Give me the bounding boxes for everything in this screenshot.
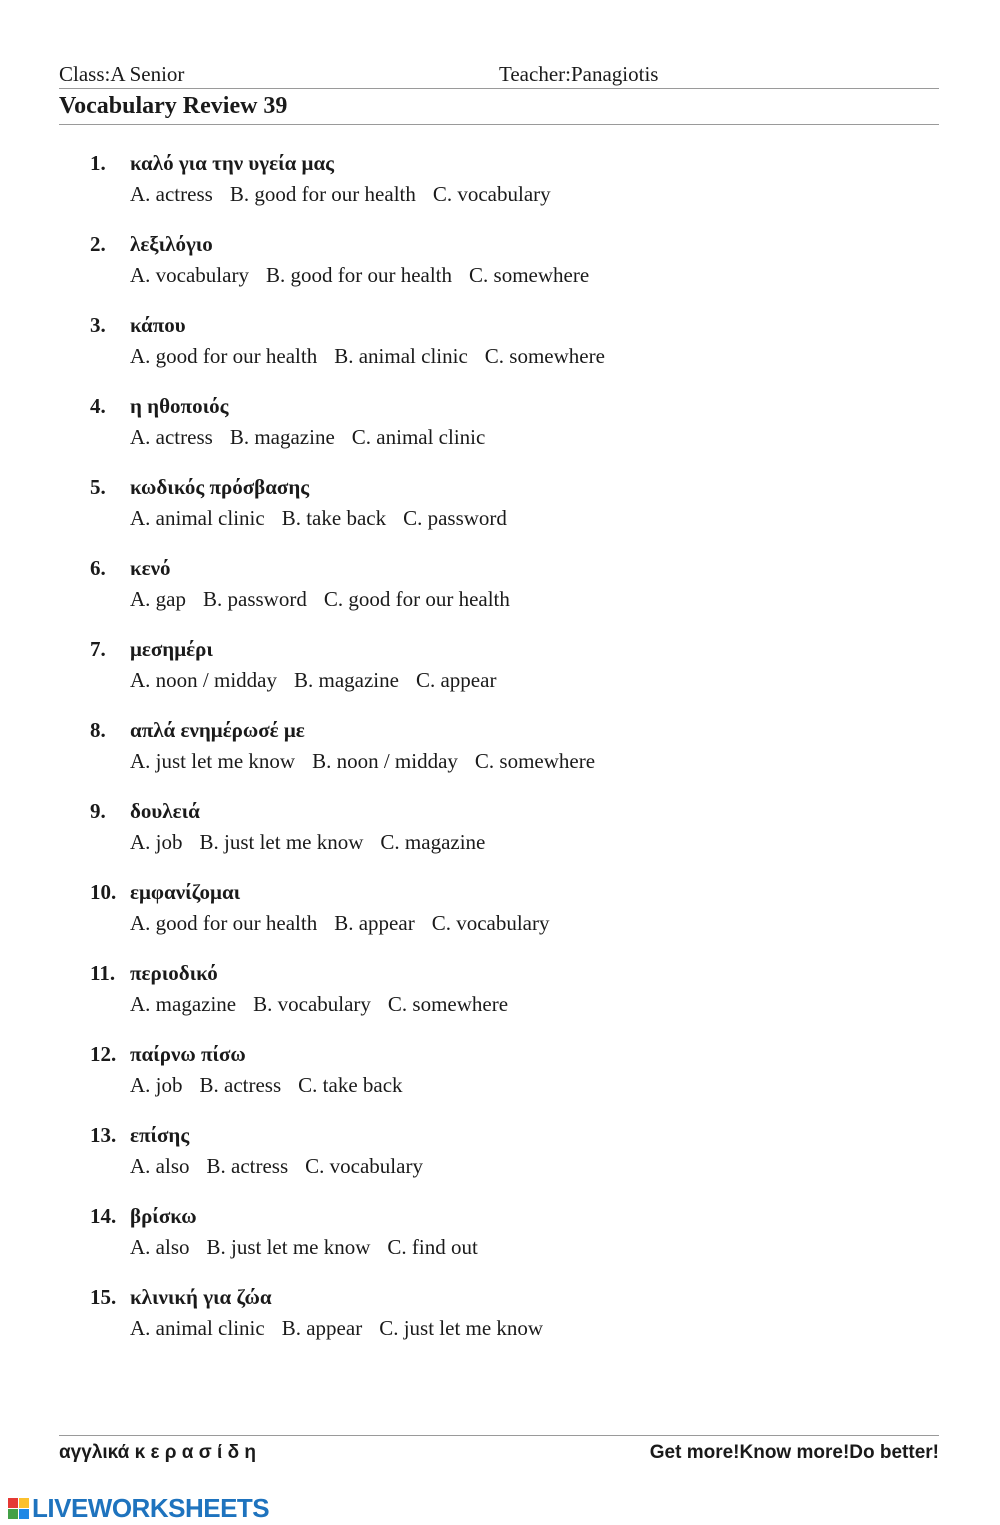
question-number: 7. xyxy=(90,637,106,661)
answer-option-b[interactable]: B. good for our health xyxy=(229,182,416,206)
question-word: κωδικός πρόσβασης xyxy=(130,475,310,499)
question-number: 1. xyxy=(90,151,106,175)
answer-option-c[interactable]: C. vocabulary xyxy=(432,182,551,206)
answer-option-a[interactable]: A. gap xyxy=(130,587,186,611)
answer-option-a[interactable]: A. actress xyxy=(130,182,213,206)
header-divider xyxy=(59,88,939,89)
answer-option-a[interactable]: A. just let me know xyxy=(130,749,296,773)
answer-option-b[interactable]: B. just let me know xyxy=(199,830,364,854)
answer-option-b[interactable]: B. actress xyxy=(206,1154,289,1178)
answer-options xyxy=(130,911,566,936)
answer-options xyxy=(130,830,502,855)
question-word: επίσης xyxy=(130,1123,190,1147)
question-number: 14. xyxy=(90,1204,117,1228)
question-word: λεξιλόγιο xyxy=(130,232,213,256)
class-label: Class:A Senior xyxy=(59,62,185,86)
answer-options xyxy=(130,425,502,450)
question-item xyxy=(0,880,1000,950)
answer-option-c[interactable]: C. appear xyxy=(415,668,497,692)
question-word: κάπου xyxy=(130,313,186,337)
answer-options xyxy=(130,1073,420,1098)
answer-option-a[interactable]: A. animal clinic xyxy=(130,506,265,530)
question-word: κλινική για ζώα xyxy=(130,1285,272,1309)
answer-option-a[interactable]: A. good for our health xyxy=(130,344,318,368)
question-word: καλό για την υγεία μας xyxy=(130,151,335,175)
question-item xyxy=(0,637,1000,707)
question-word: η ηθοποιός xyxy=(130,394,229,418)
question-number: 5. xyxy=(90,475,106,499)
question-word: δουλειά xyxy=(130,799,200,823)
question-number: 10. xyxy=(90,880,117,904)
answer-options xyxy=(130,587,527,612)
footer-slogan: Get more!Know more!Do better! xyxy=(649,1442,939,1463)
brand-name: LIVEWORKSHEETS xyxy=(32,1492,270,1523)
answer-option-b[interactable]: B. appear xyxy=(281,1316,363,1340)
answer-option-a[interactable]: A. magazine xyxy=(130,992,237,1016)
answer-option-c[interactable]: C. animal clinic xyxy=(351,425,486,449)
answer-option-a[interactable]: A. actress xyxy=(130,425,213,449)
question-number: 12. xyxy=(90,1042,117,1066)
liveworksheets-logo-icon xyxy=(8,1498,29,1519)
answer-options xyxy=(130,1316,560,1341)
answer-option-c[interactable]: C. vocabulary xyxy=(305,1154,423,1178)
answer-option-a[interactable]: A. noon / midday xyxy=(130,668,277,692)
answer-option-c[interactable]: C. find out xyxy=(387,1235,478,1259)
answer-option-b[interactable]: B. password xyxy=(203,587,307,611)
question-word: περιοδικό xyxy=(130,961,218,985)
answer-option-c[interactable]: C. somewhere xyxy=(387,992,509,1016)
answer-option-b[interactable]: B. noon / midday xyxy=(312,749,458,773)
question-item xyxy=(0,556,1000,626)
worksheet-header xyxy=(59,62,939,88)
question-item xyxy=(0,475,1000,545)
question-item xyxy=(0,961,1000,1031)
question-number: 3. xyxy=(90,313,106,337)
answer-option-b[interactable]: B. appear xyxy=(334,911,415,935)
question-word: εμφανίζομαι xyxy=(130,880,241,904)
question-word: απλά ενημέρωσέ με xyxy=(130,718,305,742)
answer-option-c[interactable]: C. magazine xyxy=(380,830,486,854)
answer-option-a[interactable]: A. vocabulary xyxy=(130,263,249,287)
answer-options xyxy=(130,1154,440,1179)
question-word: κενό xyxy=(130,556,171,580)
answer-option-c[interactable]: C. vocabulary xyxy=(431,911,550,935)
answer-options xyxy=(130,1235,495,1260)
footer-school-name: αγγλικά κ ε ρ α σ ί δ η xyxy=(59,1442,256,1463)
question-item xyxy=(0,718,1000,788)
answer-option-b[interactable]: B. magazine xyxy=(229,425,335,449)
answer-option-c[interactable]: C. just let me know xyxy=(379,1316,544,1340)
answer-options xyxy=(130,182,568,207)
footer-divider xyxy=(59,1435,939,1436)
title-divider xyxy=(59,124,939,125)
answer-option-b[interactable]: B. just let me know xyxy=(206,1235,371,1259)
logo-square-yellow xyxy=(19,1498,29,1508)
question-number: 11. xyxy=(90,961,116,985)
question-item xyxy=(0,1123,1000,1193)
answer-option-a[interactable]: A. job xyxy=(130,830,183,854)
question-item xyxy=(0,313,1000,383)
worksheet-title: Vocabulary Review 39 xyxy=(59,93,288,119)
answer-option-b[interactable]: B. good for our health xyxy=(265,263,453,287)
answer-option-a[interactable]: A. also xyxy=(130,1235,190,1259)
answer-options xyxy=(130,506,524,531)
question-number: 13. xyxy=(90,1123,117,1147)
answer-option-b[interactable]: B. magazine xyxy=(294,668,399,692)
answer-option-c[interactable]: C. somewhere xyxy=(484,344,605,368)
answer-options xyxy=(130,749,612,774)
logo-square-green xyxy=(8,1509,18,1519)
answer-option-c[interactable]: C. password xyxy=(403,506,507,530)
question-item xyxy=(0,1204,1000,1274)
logo-square-red xyxy=(8,1498,18,1508)
teacher-label: Teacher:Panagiotis xyxy=(499,62,659,86)
question-number: 9. xyxy=(90,799,106,823)
liveworksheets-brand[interactable] xyxy=(8,1494,269,1522)
answer-option-b[interactable]: B. take back xyxy=(281,506,387,530)
question-item xyxy=(0,151,1000,221)
question-word: μεσημέρι xyxy=(130,637,213,661)
answer-option-c[interactable]: C. good for our health xyxy=(323,587,510,611)
answer-options xyxy=(130,992,525,1017)
answer-option-c[interactable]: C. take back xyxy=(298,1073,403,1097)
answer-option-b[interactable]: B. vocabulary xyxy=(253,992,371,1016)
answer-option-a[interactable]: A. job xyxy=(130,1073,183,1097)
answer-option-c[interactable]: C. somewhere xyxy=(469,263,590,287)
question-number: 2. xyxy=(90,232,106,256)
answer-option-c[interactable]: C. somewhere xyxy=(474,749,596,773)
question-item xyxy=(0,799,1000,869)
question-item xyxy=(0,1285,1000,1355)
answer-options xyxy=(130,668,513,693)
question-item xyxy=(0,1042,1000,1112)
answer-option-a[interactable]: A. good for our health xyxy=(130,911,318,935)
answer-option-b[interactable]: B. animal clinic xyxy=(334,344,468,368)
question-number: 8. xyxy=(90,718,106,742)
question-number: 15. xyxy=(90,1285,117,1309)
answer-options xyxy=(130,344,622,369)
question-item xyxy=(0,394,1000,464)
question-number: 6. xyxy=(90,556,106,580)
answer-options xyxy=(130,263,606,288)
answer-option-a[interactable]: A. animal clinic xyxy=(130,1316,265,1340)
question-word: βρίσκω xyxy=(130,1204,197,1228)
answer-option-b[interactable]: B. actress xyxy=(199,1073,282,1097)
question-word: παίρνω πίσω xyxy=(130,1042,246,1066)
question-item xyxy=(0,232,1000,302)
logo-square-blue xyxy=(19,1509,29,1519)
answer-option-a[interactable]: A. also xyxy=(130,1154,190,1178)
question-number: 4. xyxy=(90,394,106,418)
